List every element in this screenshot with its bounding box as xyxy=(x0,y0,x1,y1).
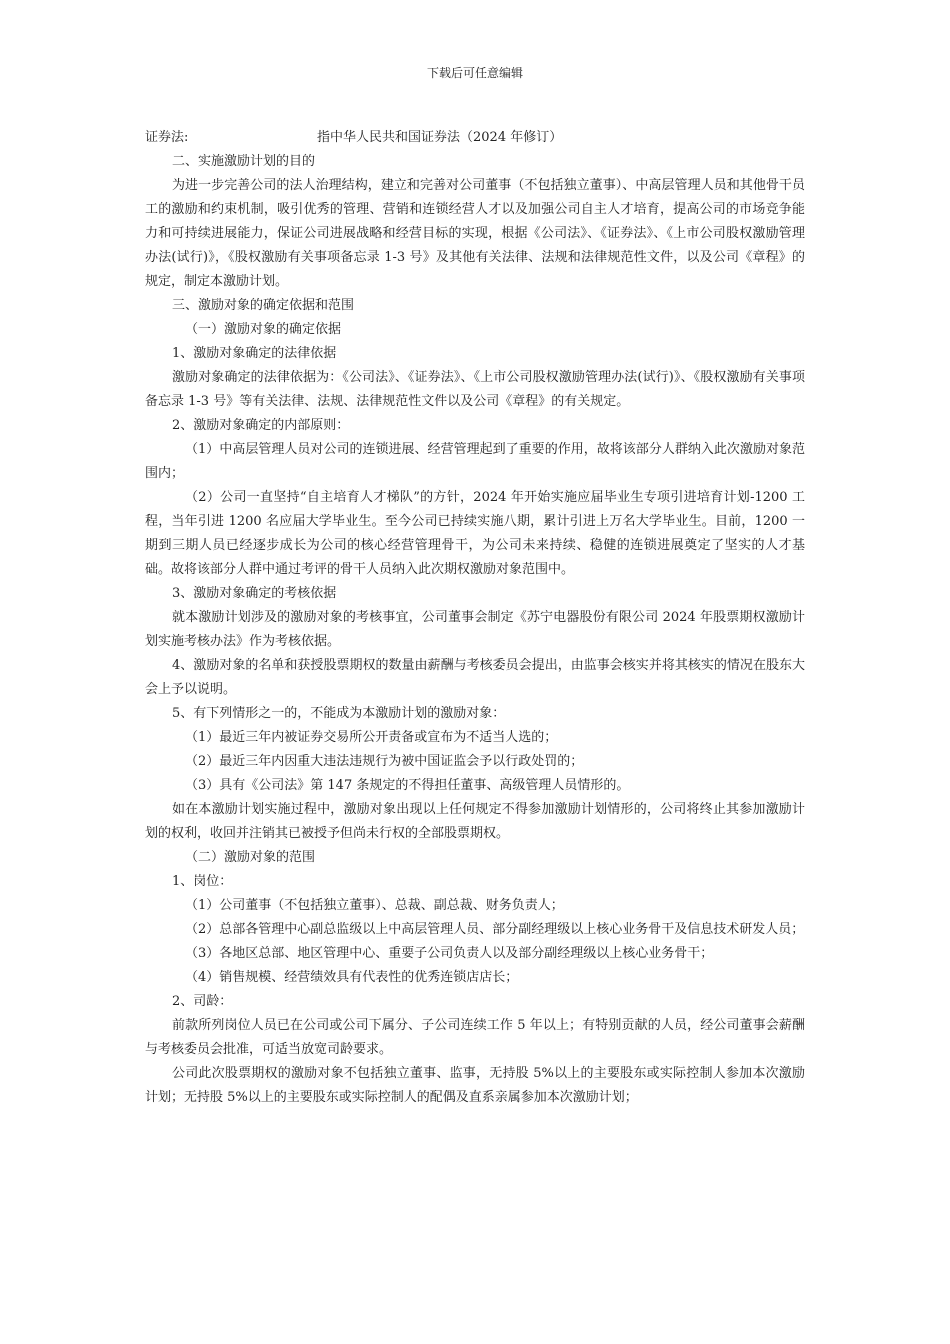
paragraph: 激励对象确定的法律依据为：《公司法》、《证券法》、《上市公司股权激励管理办法(试行)》、《股权激励有关事项备忘录 1-3 号》等有关法律、法规、法律规范性文件以及公司《章程》的有关规定。 xyxy=(145,370,805,409)
paragraph: 2、司龄： xyxy=(172,994,233,1009)
paragraph: 1、岗位： xyxy=(172,874,233,889)
paragraph-list xyxy=(145,150,805,1110)
paragraph: 就本激励计划涉及的激励对象的考核事宜，公司董事会制定《苏宁电器股份有限公司 2024 年股票期权激励计划实施考核办法》作为考核依据。 xyxy=(145,610,805,649)
paragraph: 为进一步完善公司的法人治理结构，建立和完善对公司董事（不包括独立董事）、中高层管理人员和其他骨干员工的激励和约束机制，吸引优秀的管理、营销和连锁经营人才以及加强公司自主人才培育，提高公司的市场竞争能力和可持续进展能力，保证公司进展战略和经营目标的实现，根据《公司法》、《证券法》、《上市公司股权激励管理办法(试行)》，《股权激励有关事项备忘录 1-3 号》及其他有关法律、法规和法律规范性文件，以及公司《章程》的规定，制定本激励计划。 xyxy=(145,178,805,289)
paragraph: 前款所列岗位人员已在公司或公司下属分、子公司连续工作 5 年以上；有特别贡献的人员，经公司董事会薪酬与考核委员会批准，可适当放宽司龄要求。 xyxy=(145,1018,805,1057)
paragraph: （3）具有《公司法》第 147 条规定的不得担任董事、高级管理人员情形的。 xyxy=(185,778,630,793)
definition-line xyxy=(145,126,805,150)
paragraph: 1、激励对象确定的法律依据 xyxy=(172,346,337,361)
page-header: 下载后可任意编辑 xyxy=(426,66,523,80)
paragraph: （1）最近三年内被证券交易所公开责备或宣布为不适当人选的； xyxy=(185,730,558,745)
paragraph: （二）激励对象的范围 xyxy=(185,850,316,865)
paragraph: （3）各地区总部、地区管理中心、重要子公司负责人以及部分副经理级以上核心业务骨干； xyxy=(185,946,714,961)
definition-meaning: 指中华人民共和国证券法（2024 年修订） xyxy=(317,130,563,145)
paragraph: 4、激励对象的名单和获授股票期权的数量由薪酬与考核委员会提出，由监事会核实并将其核实的情况在股东大会上予以说明。 xyxy=(145,658,805,697)
paragraph: 3、激励对象确定的考核依据 xyxy=(172,586,337,601)
paragraph: 二、实施激励计划的目的 xyxy=(172,154,316,169)
paragraph: 5、有下列情形之一的，不能成为本激励计划的激励对象： xyxy=(172,706,506,721)
paragraph: 公司此次股票期权的激励对象不包括独立董事、监事，无持股 5%以上的主要股东或实际控制人参加本次激励计划；无持股 5%以上的主要股东或实际控制人的配偶及直系亲属参加本次激励计划； xyxy=(145,1066,805,1105)
paragraph: （2）总部各管理中心副总监级以上中高层管理人员、部分副经理级以上核心业务骨干及信息技术研发人员； xyxy=(185,922,805,937)
paragraph: （2）公司一直坚持“自主培育人才梯队”的方针，2024 年开始实施应届毕业生专项引进培育计划-1200 工程，当年引进 1200 名应届大学毕业生。至今公司已持续实施八期，累计引进上万名大学毕业生。目前，1200 一期到三期人员已经逐步成长为公司的核心经营管理骨干，为公司未来持续、稳健的连锁进展奠定了坚实的人才基础。故将该部分人群中通过考评的骨干人员纳入此次期权激励对象范围中。 xyxy=(145,490,805,577)
paragraph: （1）中高层管理人员对公司的连锁进展、经营管理起到了重要的作用，故将该部分人群纳入此次激励对象范围内； xyxy=(145,442,805,481)
paragraph: （1）公司董事（不包括独立董事）、总裁、副总裁、财务负责人； xyxy=(185,898,564,913)
paragraph: （一）激励对象的确定依据 xyxy=(185,322,342,337)
paragraph: 如在本激励计划实施过程中，激励对象出现以上任何规定不得参加激励计划情形的，公司将终止其参加激励计划的权利，收回并注销其已被授予但尚未行权的全部股票期权。 xyxy=(145,802,805,841)
definition-term: 证券法: xyxy=(145,130,189,145)
document-body xyxy=(145,126,805,1110)
paragraph: 2、激励对象确定的内部原则： xyxy=(172,418,350,433)
paragraph: 三、激励对象的确定依据和范围 xyxy=(172,298,355,313)
paragraph: （4）销售规模、经营绩效具有代表性的优秀连锁店店长； xyxy=(185,970,519,985)
paragraph: （2）最近三年内因重大违法违规行为被中国证监会予以行政处罚的； xyxy=(185,754,584,769)
